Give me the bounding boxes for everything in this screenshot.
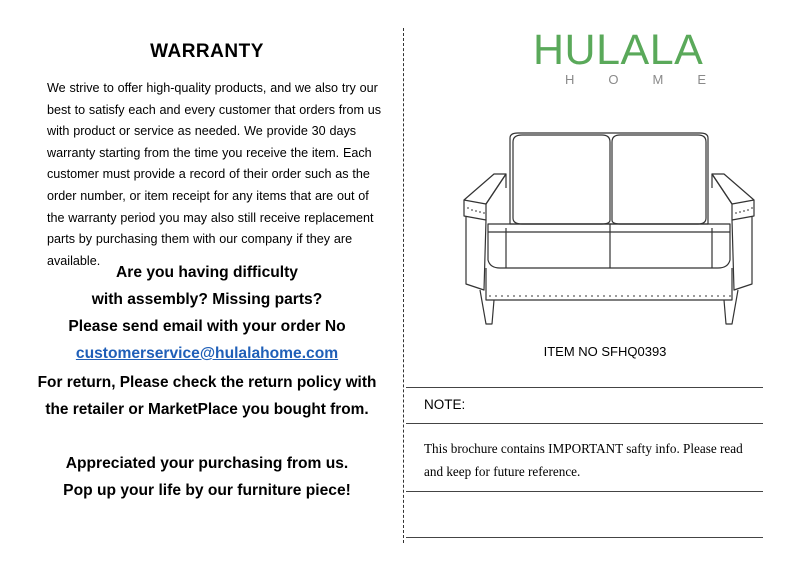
assembly-line-1: Are you having difficulty — [116, 264, 298, 281]
customer-service-email-link[interactable]: customerservice@hulalahome.com — [75, 345, 339, 362]
return-policy — [0, 369, 414, 423]
fold-divider — [403, 28, 404, 543]
sofa-illustration — [460, 128, 760, 338]
appreciation-line-1: Appreciated your purchasing from us. — [65, 455, 349, 472]
warranty-body: We strive to offer high-quality products, and we also try our best to satisfy each and every customer that orders from us with product or service as needed. We provide 30 days warranty starting from the time you receive the item. Each customer must provide a record of their order such as the order number, or item receipt for any items that are out of the warranty period you may also still receive replacement parts by purchasing them with our company if they are available. — [47, 81, 382, 268]
return-policy-line-2: the retailer or MarketPlace you bought from. — [45, 401, 369, 418]
brand-logo: HULALA — [533, 26, 704, 74]
item-number: ITEM NO SFHQ0393 — [543, 344, 667, 359]
note-top-divider — [406, 387, 763, 388]
assembly-help — [0, 259, 414, 367]
note-divider — [406, 423, 763, 424]
warranty-title: WARRANTY — [150, 41, 264, 62]
return-policy-line-1: For return, Please check the return policy with — [37, 374, 377, 391]
notice-bottom-divider — [406, 491, 763, 492]
safety-notice: This brochure contains IMPORTANT safty info. Please read and keep for future reference. — [424, 441, 743, 479]
page-bottom-divider — [406, 537, 763, 538]
appreciation-line-2: Pop up your life by our furniture piece! — [63, 482, 351, 499]
appreciation-message — [0, 450, 414, 504]
assembly-line-3: Please send email with your order No — [68, 318, 346, 335]
assembly-line-2: with assembly? Missing parts? — [91, 291, 323, 308]
note-label: NOTE: — [424, 397, 466, 412]
brand-logo-subtitle: HOME — [565, 72, 740, 87]
